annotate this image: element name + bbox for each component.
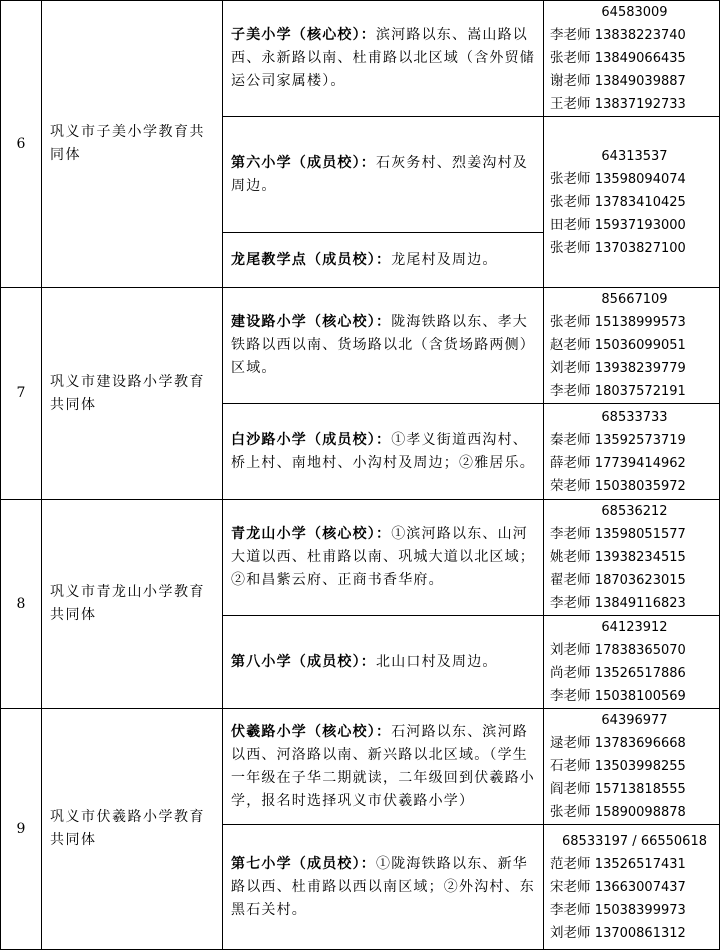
teacher-phone: 13938239779 — [594, 361, 686, 376]
contact-item — [550, 214, 719, 237]
contact-cell — [544, 1, 720, 117]
community-name: 巩义市青龙山小学教育共同体 — [42, 500, 223, 709]
row-number: 9 — [1, 709, 42, 950]
teacher-name: 翟老师 — [550, 572, 591, 588]
contact-item — [550, 380, 719, 403]
teacher-name: 张老师 — [550, 193, 591, 210]
teacher-name: 阎老师 — [550, 781, 591, 797]
table-row — [1, 500, 720, 616]
teacher-phone: 13598051577 — [594, 527, 686, 542]
table-body — [1, 1, 720, 950]
school-name: 建设路小学（核心校）： — [231, 314, 392, 330]
teacher-phone: 13526517886 — [594, 666, 686, 681]
school-cell — [223, 404, 544, 500]
row-number: 7 — [1, 288, 42, 500]
school-cell — [223, 288, 544, 404]
teacher-phone: 15937193000 — [594, 217, 686, 233]
teacher-phone: 15138999573 — [594, 315, 686, 330]
teacher-name: 姚老师 — [550, 549, 591, 565]
teacher-name: 李老师 — [550, 901, 591, 918]
contact-item — [550, 732, 719, 755]
school-name: 第七小学（成员校）： — [231, 855, 376, 872]
contact-item — [550, 685, 719, 708]
school-cell — [223, 616, 544, 709]
teacher-phone: 13838223740 — [594, 28, 686, 43]
school-phone: 64396977 — [601, 713, 668, 728]
school-cell — [223, 1, 544, 117]
contact-item — [550, 429, 719, 452]
teacher-name: 谢老师 — [550, 73, 591, 89]
contact-item — [550, 853, 719, 876]
contact-item — [550, 47, 719, 70]
school-phone: 64313537 — [601, 148, 668, 164]
school-name: 白沙路小学（成员校）： — [231, 431, 392, 448]
teacher-phone: 18037572191 — [594, 384, 686, 399]
contact-item — [550, 899, 719, 922]
school-name: 第八小学（成员校）： — [231, 653, 376, 670]
teacher-phone: 13700861312 — [594, 925, 686, 941]
contact-cell — [544, 404, 720, 500]
teacher-phone: 13849116823 — [594, 596, 686, 611]
teacher-name: 荣老师 — [550, 477, 591, 494]
school-cell — [223, 117, 544, 233]
school-cell — [223, 233, 544, 288]
school-district: 石河路以东、滨河路以西、河洛路以南、新兴路以北区域。（学生一年级在子华二期就读，二年级回到伏羲路小学，报名时选择巩义市伏羲路小学） — [231, 723, 535, 809]
contact-item — [550, 70, 719, 93]
teacher-name: 李老师 — [550, 526, 591, 542]
row-number: 6 — [1, 1, 42, 288]
school-phone: 64123912 — [601, 620, 668, 635]
contact-item — [550, 523, 719, 546]
contact-item — [550, 778, 719, 801]
teacher-phone: 15890098878 — [594, 805, 686, 820]
school-district: 石灰务村、烈姜沟村及周边。 — [231, 154, 528, 194]
teacher-phone: 13837192733 — [594, 97, 686, 112]
school-name: 子美小学（核心校）： — [231, 27, 376, 43]
community-name: 巩义市子美小学教育共同体 — [42, 1, 223, 288]
community-name: 巩义市建设路小学教育共同体 — [42, 288, 223, 500]
teacher-name: 范老师 — [550, 855, 591, 872]
teacher-phone: 13849039887 — [594, 74, 686, 89]
teacher-name: 逯老师 — [550, 735, 591, 751]
teacher-phone: 13849066435 — [594, 51, 686, 66]
school-district: 陇海铁路以东、孝大铁路以西以南、货场路以北（含货场路两侧）区域。 — [231, 314, 535, 376]
contact-item — [550, 546, 719, 569]
teacher-name: 石老师 — [550, 758, 591, 774]
teacher-phone: 13526517431 — [594, 856, 686, 872]
teacher-phone: 13783410425 — [594, 194, 686, 210]
contact-item — [550, 569, 719, 592]
row-number: 8 — [1, 500, 42, 709]
teacher-name: 宋老师 — [550, 878, 591, 895]
contact-item — [550, 168, 719, 191]
teacher-phone: 15713818555 — [594, 782, 686, 797]
teacher-name: 李老师 — [550, 27, 591, 43]
teacher-name: 刘老师 — [550, 360, 591, 376]
teacher-phone: 18703623015 — [594, 573, 686, 588]
contact-cell — [544, 616, 720, 709]
teacher-phone: 13938234515 — [594, 550, 686, 565]
contact-item — [550, 311, 719, 334]
contact-cell — [544, 709, 720, 825]
teacher-name: 尚老师 — [550, 665, 591, 681]
contact-item — [550, 475, 719, 498]
contact-item — [550, 662, 719, 685]
contact-item — [550, 24, 719, 47]
community-name: 巩义市伏羲路小学教育共同体 — [42, 709, 223, 950]
teacher-phone: 15036099051 — [594, 338, 686, 353]
teacher-phone: 15038035972 — [594, 478, 686, 494]
school-phone: 64583009 — [601, 5, 668, 20]
teacher-name: 李老师 — [550, 383, 591, 399]
school-cell — [223, 500, 544, 616]
contact-item — [550, 452, 719, 475]
contact-item — [550, 592, 719, 615]
school-district: 滨河路以东、嵩山路以西、永新路以南、杜甫路以北区域（含外贸储运公司家属楼）。 — [231, 27, 535, 89]
teacher-phone: 13703827100 — [594, 240, 686, 256]
contact-item — [550, 876, 719, 899]
teacher-name: 王老师 — [550, 96, 591, 112]
teacher-name: 张老师 — [550, 804, 591, 820]
school-name: 伏羲路小学（核心校）： — [231, 723, 392, 740]
contact-cell — [544, 117, 720, 288]
teacher-name: 张老师 — [550, 170, 591, 187]
contact-item — [550, 93, 719, 116]
school-name: 青龙山小学（核心校）： — [231, 526, 392, 542]
teacher-phone: 13598094074 — [594, 171, 686, 187]
teacher-phone: 17739414962 — [594, 455, 686, 471]
teacher-phone: 13592573719 — [594, 432, 686, 448]
teacher-phone: 13783696668 — [594, 736, 686, 751]
school-phone: 68533197 / 66550618 — [562, 833, 707, 849]
table-row — [1, 1, 720, 117]
contact-item — [550, 922, 719, 945]
teacher-name: 张老师 — [550, 239, 591, 256]
teacher-name: 秦老师 — [550, 431, 591, 448]
contact-cell — [544, 500, 720, 616]
teacher-name: 李老师 — [550, 688, 591, 704]
teacher-name: 刘老师 — [550, 924, 591, 941]
teacher-phone: 15038399973 — [594, 902, 686, 918]
teacher-name: 李老师 — [550, 595, 591, 611]
school-district: ①孝义街道西沟村、桥上村、南地村、小沟村及周边；②雅居乐。 — [231, 431, 535, 471]
teacher-name: 薛老师 — [550, 454, 591, 471]
teacher-name: 赵老师 — [550, 337, 591, 353]
teacher-phone: 13663007437 — [594, 879, 686, 895]
teacher-phone: 17838365070 — [594, 643, 686, 658]
teacher-phone: 13503998255 — [594, 759, 686, 774]
contact-item — [550, 334, 719, 357]
school-district: ①陇海铁路以东、新华路以西、杜甫路以西以南区域；②外沟村、东黑石关村。 — [231, 855, 535, 918]
school-phone: 85667109 — [601, 292, 668, 307]
school-district: 北山口村及周边。 — [376, 653, 498, 670]
school-phone: 68533733 — [601, 409, 668, 425]
school-district: ①滨河路以东、山河大道以西、杜甫路以南、巩城大道以北区域；②和昌紫云府、正商书香华府。 — [231, 526, 535, 588]
teacher-name: 田老师 — [550, 216, 591, 233]
table-row — [1, 709, 720, 825]
contact-cell — [544, 288, 720, 404]
contact-cell — [544, 825, 720, 950]
school-phone: 68536212 — [601, 504, 668, 519]
contact-item — [550, 191, 719, 214]
teacher-name: 张老师 — [550, 314, 591, 330]
contact-item — [550, 755, 719, 778]
contact-item — [550, 639, 719, 662]
school-name: 龙尾教学点（成员校）： — [231, 251, 392, 268]
table-row — [1, 288, 720, 404]
contact-item — [550, 801, 719, 824]
school-cell — [223, 709, 544, 825]
school-district: 龙尾村及周边。 — [391, 251, 498, 268]
contact-item — [550, 357, 719, 380]
school-name: 第六小学（成员校）： — [231, 154, 376, 171]
contact-item — [550, 237, 719, 260]
teacher-name: 刘老师 — [550, 642, 591, 658]
teacher-name: 张老师 — [550, 50, 591, 66]
school-cell — [223, 825, 544, 950]
teacher-phone: 15038100569 — [594, 689, 686, 704]
